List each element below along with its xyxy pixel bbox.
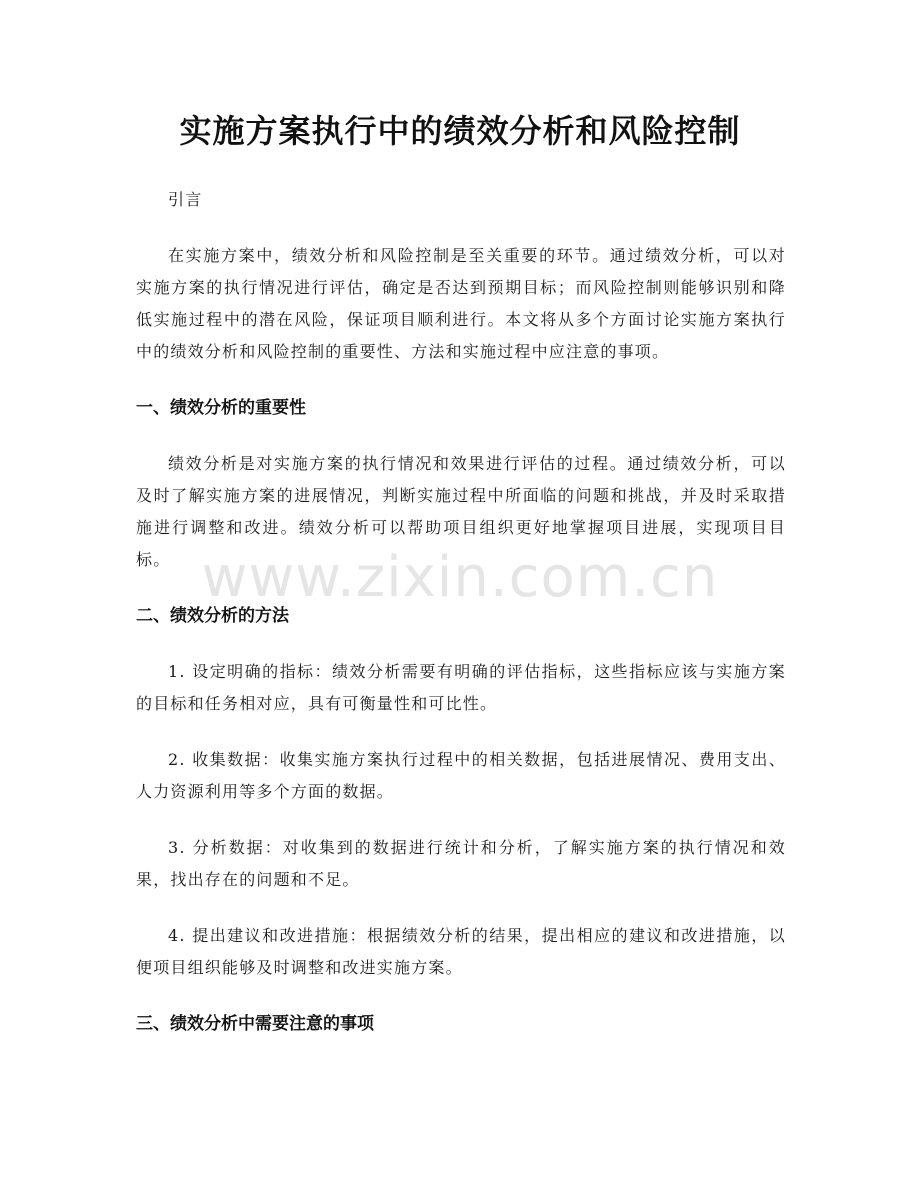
method-item-4: 4. 提出建议和改进措施：根据绩效分析的结果，提出相应的建议和改进措施，以便项目组织能够及时调整和改进实施方案。 bbox=[136, 926, 786, 977]
document-body bbox=[136, 184, 786, 1064]
section-heading-3: 三、绩效分析中需要注意的事项 bbox=[136, 1014, 374, 1034]
section-heading-1: 一、绩效分析的重要性 bbox=[136, 398, 306, 418]
document-title: 实施方案执行中的绩效分析和风险控制 bbox=[179, 112, 741, 150]
method-item-3: 3. 分析数据：对收集到的数据进行统计和分析，了解实施方案的执行情况和效果，找出存在的问题和不足。 bbox=[136, 838, 786, 889]
watermark-text: www.zixin.com.cn bbox=[201, 545, 719, 610]
method-item-1: 1. 设定明确的指标：绩效分析需要有明确的评估指标，这些指标应该与实施方案的目标和任务相对应，具有可衡量性和可比性。 bbox=[136, 662, 786, 713]
intro-paragraph: 在实施方案中，绩效分析和风险控制是至关重要的环节。通过绩效分析，可以对实施方案的执行情况进行评估，确定是否达到预期目标；而风险控制则能够识别和降低实施过程中的潜在风险，保证项目顺利进行。本文将从多个方面讨论实施方案执行中的绩效分析和风险控制的重要性、方法和实施过程中应注意的事项。 bbox=[136, 246, 786, 361]
section-heading-2: 二、绩效分析的方法 bbox=[136, 606, 289, 626]
section-1-paragraph-1: 绩效分析是对实施方案的执行情况和效果进行评估的过程。通过绩效分析，可以及时了解实施方案的进展情况，判断实施过程中所面临的问题和挑战，并及时采取措施进行调整和改进。绩效分析可以帮助项目组织更好地掌握项目进展，实现项目目标。 bbox=[136, 454, 786, 569]
method-item-2: 2. 收集数据：收集实施方案执行过程中的相关数据，包括进展情况、费用支出、人力资源利用等多个方面的数据。 bbox=[136, 750, 786, 801]
intro-label: 引言 bbox=[168, 190, 203, 209]
